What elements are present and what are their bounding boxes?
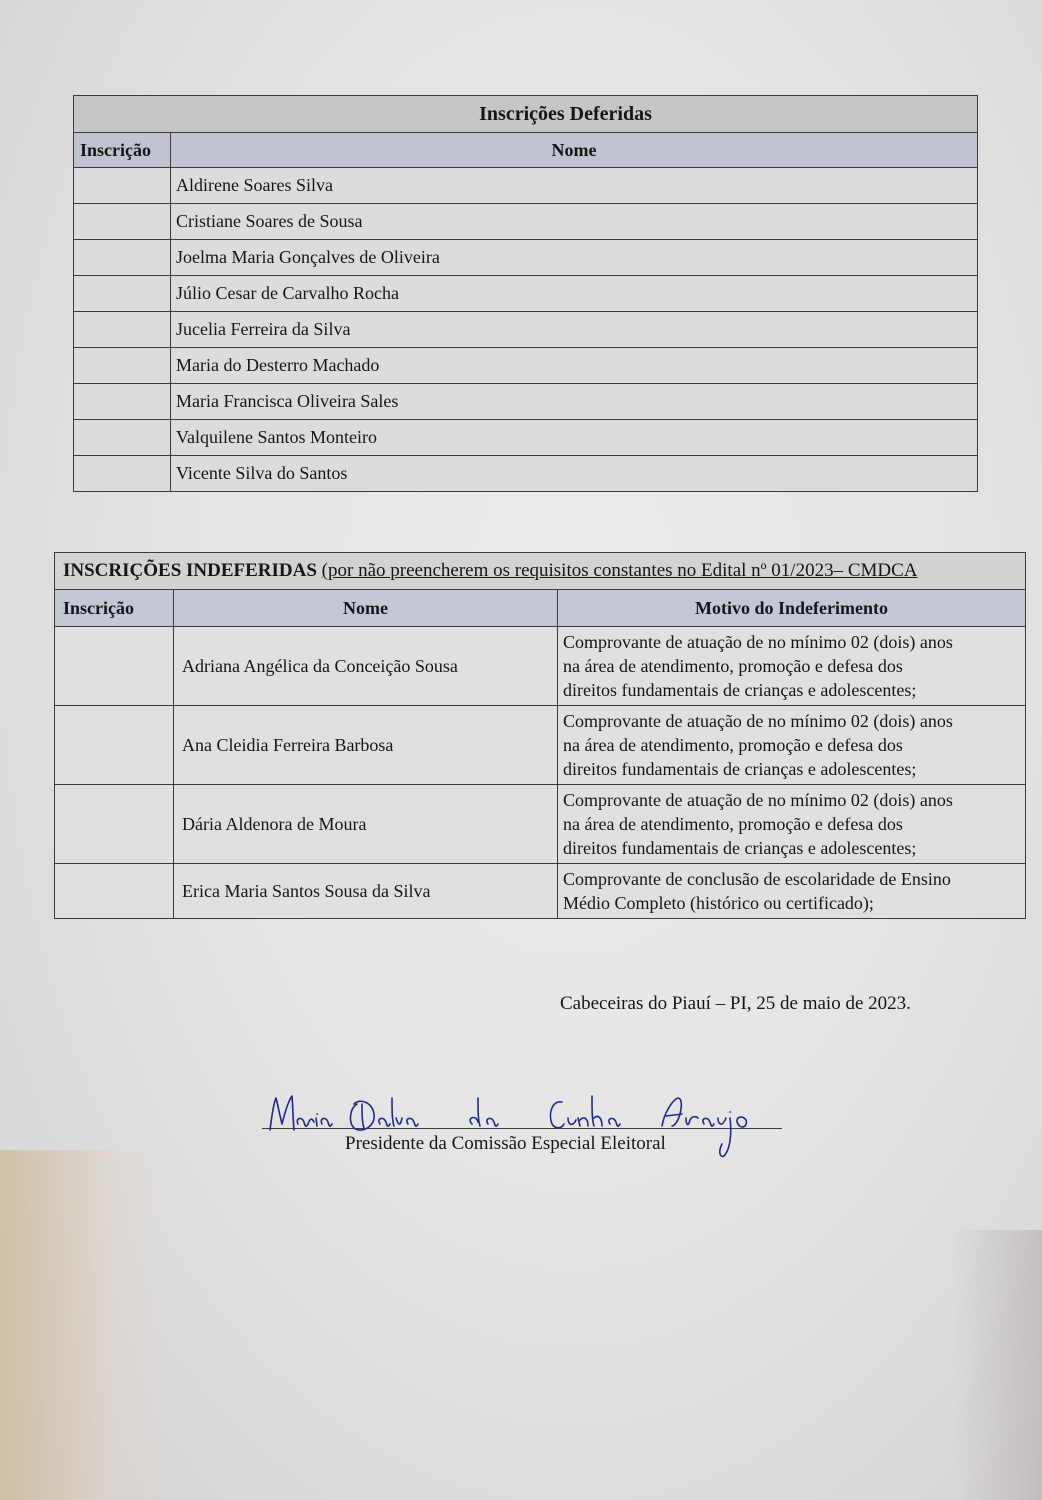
- reason-line: direitos fundamentais de crianças e adolescentes;: [563, 680, 917, 700]
- rejected-registrations-table: [54, 552, 1026, 919]
- inscricao-cell: [74, 204, 171, 240]
- name-cell: Erica Maria Santos Sousa da Silva: [174, 864, 558, 919]
- table-row: [55, 627, 1026, 706]
- reason-cell: [558, 785, 1026, 864]
- reason-line: Comprovante de atuação de no mínimo 02 (dois) anos: [563, 632, 953, 652]
- name-cell: Valquilene Santos Monteiro: [171, 420, 978, 456]
- reason-line: na área de atendimento, promoção e defesa dos: [563, 735, 903, 755]
- table-row: [74, 312, 978, 348]
- reason-line: na área de atendimento, promoção e defesa dos: [563, 656, 903, 676]
- column-header-nome: Nome: [171, 133, 978, 168]
- table-row: [74, 384, 978, 420]
- signer-role: Presidente da Comissão Especial Eleitoral: [345, 1133, 666, 1154]
- column-header-inscricao: Inscrição: [55, 590, 174, 627]
- name-cell: Ana Cleidia Ferreira Barbosa: [174, 706, 558, 785]
- table-row: [74, 204, 978, 240]
- rejected-title-bold: INSCRIÇÕES INDEFERIDAS: [63, 560, 317, 581]
- inscricao-cell: [74, 276, 171, 312]
- reason-line: direitos fundamentais de crianças e adolescentes;: [563, 838, 917, 858]
- reason-cell: [558, 706, 1026, 785]
- name-cell: Maria Francisca Oliveira Sales: [171, 384, 978, 420]
- photo-shadow-left: [0, 1150, 160, 1500]
- table-header-row: [74, 133, 978, 168]
- column-header-inscricao: Inscrição: [74, 133, 171, 168]
- name-cell: Vicente Silva do Santos: [171, 456, 978, 492]
- table-row: [74, 168, 978, 204]
- table-row: [74, 456, 978, 492]
- inscricao-cell: [74, 420, 171, 456]
- table-title-row: [74, 96, 978, 133]
- name-cell: Adriana Angélica da Conceição Sousa: [174, 627, 558, 706]
- inscricao-cell: [74, 312, 171, 348]
- table-row: [55, 706, 1026, 785]
- rejected-table-title: [55, 553, 1026, 590]
- inscricao-cell: [55, 627, 174, 706]
- reason-line: Comprovante de atuação de no mínimo 02 (dois) anos: [563, 790, 953, 810]
- table-row: [55, 785, 1026, 864]
- inscricao-cell: [74, 168, 171, 204]
- reason-line: direitos fundamentais de crianças e adolescentes;: [563, 759, 917, 779]
- reason-line: na área de atendimento, promoção e defesa dos: [563, 814, 903, 834]
- photo-shadow-right: [952, 1230, 1042, 1500]
- table-header-row: [55, 590, 1026, 627]
- table-row: [74, 240, 978, 276]
- table-row: [74, 420, 978, 456]
- column-header-motivo: Motivo do Indeferimento: [558, 590, 1026, 627]
- name-cell: Dária Aldenora de Moura: [174, 785, 558, 864]
- table-row: [55, 864, 1026, 919]
- reason-line: Comprovante de atuação de no mínimo 02 (dois) anos: [563, 711, 953, 731]
- name-cell: Joelma Maria Gonçalves de Oliveira: [171, 240, 978, 276]
- inscricao-cell: [55, 864, 174, 919]
- inscricao-cell: [74, 456, 171, 492]
- name-cell: Cristiane Soares de Sousa: [171, 204, 978, 240]
- inscricao-cell: [55, 785, 174, 864]
- table-title-row: [55, 553, 1026, 590]
- name-cell: Aldirene Soares Silva: [171, 168, 978, 204]
- inscricao-cell: [74, 348, 171, 384]
- rejected-title-note: (por não preencherem os requisitos constantes no Edital nº 01/2023– CMDCA: [321, 560, 918, 581]
- inscricao-cell: [74, 384, 171, 420]
- approved-registrations-table: [73, 95, 978, 492]
- place-and-date: Cabeceiras do Piauí – PI, 25 de maio de 2023.: [560, 993, 911, 1014]
- reason-line: Médio Completo (histórico ou certificado);: [563, 893, 874, 913]
- reason-line: Comprovante de conclusão de escolaridade de Ensino: [563, 869, 951, 889]
- table-row: [74, 348, 978, 384]
- name-cell: Júlio Cesar de Carvalho Rocha: [171, 276, 978, 312]
- reason-cell: [558, 627, 1026, 706]
- name-cell: Jucelia Ferreira da Silva: [171, 312, 978, 348]
- approved-table-title: Inscrições Deferidas: [74, 96, 978, 133]
- column-header-nome: Nome: [174, 590, 558, 627]
- table-row: [74, 276, 978, 312]
- inscricao-cell: [74, 240, 171, 276]
- inscricao-cell: [55, 706, 174, 785]
- name-cell: Maria do Desterro Machado: [171, 348, 978, 384]
- reason-cell: [558, 864, 1026, 919]
